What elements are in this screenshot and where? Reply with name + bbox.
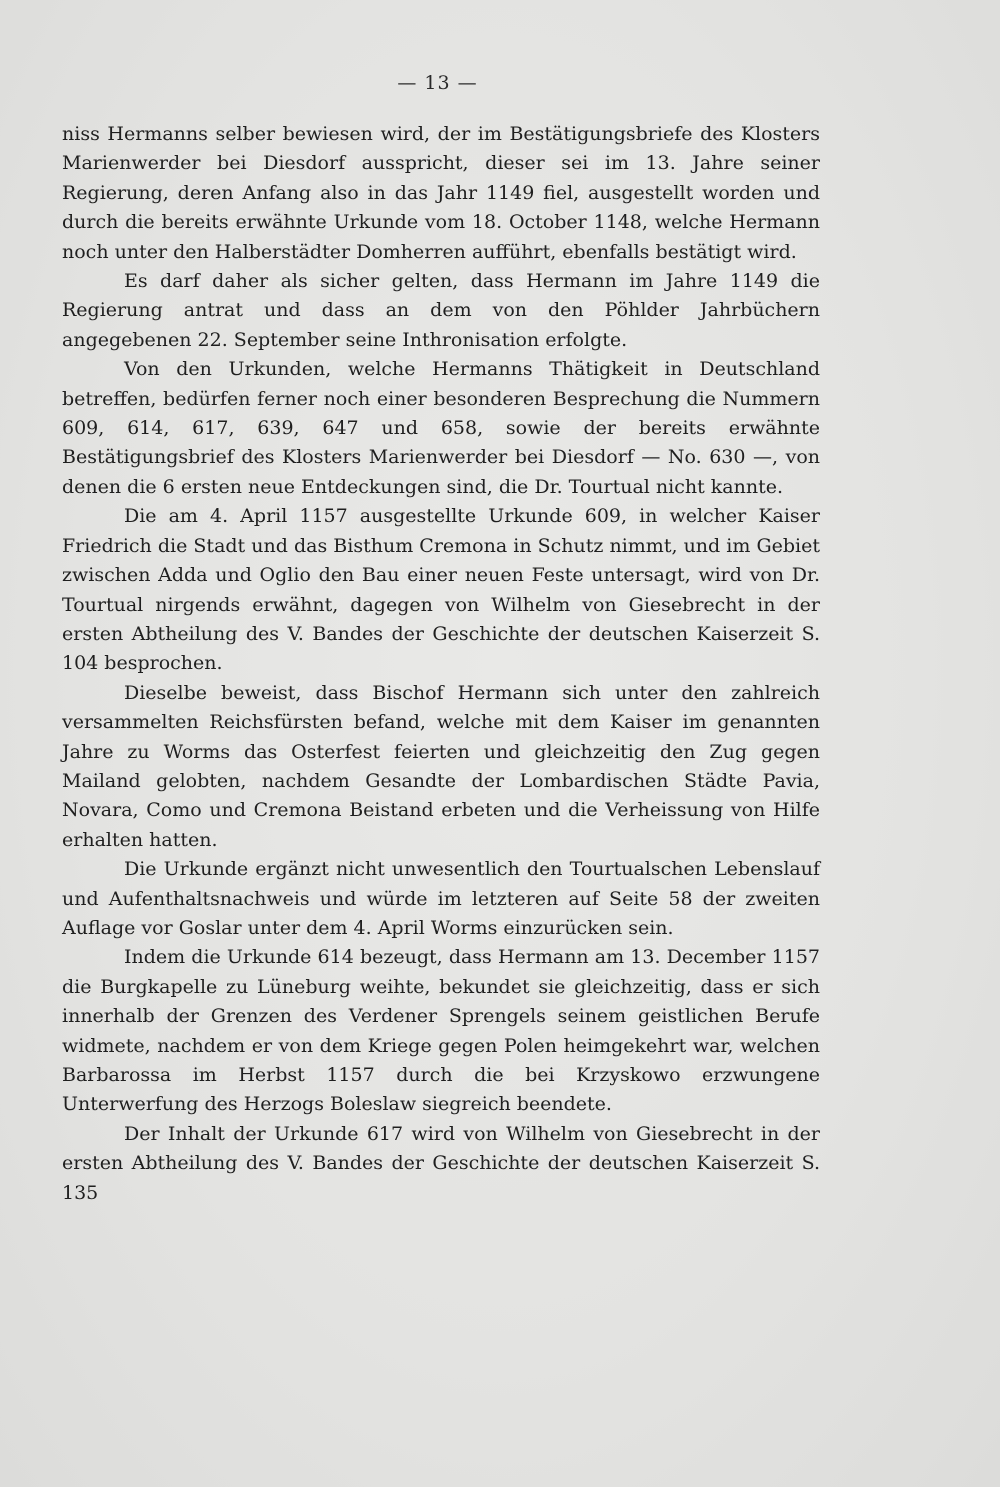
body-text	[62, 120, 820, 1208]
paragraph-8: Der Inhalt der Urkunde 617 wird von Wilhelm von Giesebrecht in der ersten Abtheilung des V. Bandes der Geschichte der deutschen Kaiserzeit S. 135	[62, 1122, 820, 1204]
paragraph-7: Indem die Urkunde 614 bezeugt, dass Hermann am 13. December 1157 die Burgkapelle zu Lüneburg weihte, bekundet sie gleichzeitig, dass er sich innerhalb der Grenzen des Verdener Sprengels seinem geistlichen Berufe widmete, nachdem er von dem Kriege gegen Polen heimgekehrt war, welchen Barbarossa im Herbst 1157 durch die bei Krzyskowo erzwungene Unterwerfung des Herzogs Boleslaw siegreich beendete.	[62, 946, 820, 1116]
paragraph-2: Es darf daher als sicher gelten, dass Hermann im Jahre 1149 die Regierung antrat und dass an dem von den Pöhlder Jahrbüchern angegebenen 22. September seine Inthronisation erfolgte.	[62, 270, 820, 351]
paragraph-4: Die am 4. April 1157 ausgestellte Urkunde 609, in welcher Kaiser Friedrich die Stadt und das Bisthum Cremona in Schutz nimmt, und im Gebiet zwischen Adda und Oglio den Bau einer neuen Feste untersagt, wird von Dr. Tourtual nirgends erwähnt, dagegen von Wilhelm von Giesebrecht in der ersten Abtheilung des V. Bandes der Geschichte der deutschen Kaiserzeit S. 104 besprochen.	[62, 505, 820, 675]
paragraph-6: Die Urkunde ergänzt nicht unwesentlich den Tourtualschen Lebenslauf und Aufenthaltsnachweis und würde im letzteren auf Seite 58 der zweiten Auflage vor Goslar unter dem 4. April Worms einzurücken sein.	[62, 858, 820, 939]
page-number: — 13 —	[397, 72, 478, 94]
paragraph-5: Dieselbe beweist, dass Bischof Hermann sich unter den zahlreich versammelten Reichsfürsten befand, welche mit dem Kaiser im genannten Jahre zu Worms das Osterfest feierten und gleichzeitig den Zug gegen Mailand gelobten, nachdem Gesandte der Lombardischen Städte Pavia, Novara, Como und Cremona Beistand erbeten und die Verheissung von Hilfe erhalten hatten.	[62, 681, 820, 851]
paragraph-1: niss Hermanns selber bewiesen wird, der im Bestätigungsbriefe des Klosters Marienwerder bei Diesdorf ausspricht, dieser sei im 13. Jahre seiner Regierung, deren Anfang also in das Jahr 1149 fiel, ausgestellt worden und durch die bereits erwähnte Urkunde vom 18. October 1148, welche Hermann noch unter den Halberstädter Domherren aufführt, ebenfalls bestätigt wird.	[62, 123, 820, 263]
paragraph-3: Von den Urkunden, welche Hermanns Thätigkeit in Deutschland betreffen, bedürfen ferner noch einer besonderen Besprechung die Nummern 609, 614, 617, 639, 647 und 658, sowie der bereits erwähnte Bestätigungsbrief des Klosters Marienwerder bei Diesdorf — No. 630 —, von denen die 6 ersten neue Entdeckungen sind, die Dr. Tourtual nicht kannte.	[62, 358, 820, 498]
